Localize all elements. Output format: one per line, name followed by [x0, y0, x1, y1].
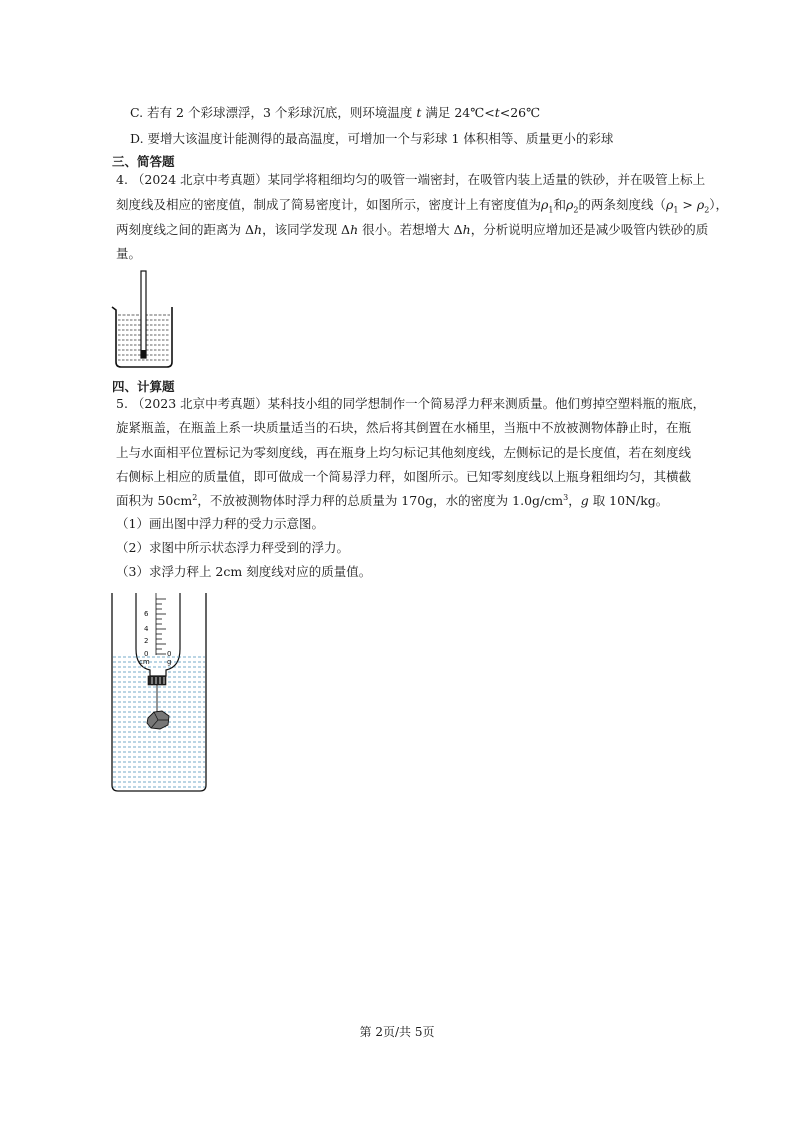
- buoyancy-scale-figure: [110, 593, 210, 793]
- page-number: 第 2页/共 5页: [359, 1025, 435, 1039]
- q5-line-5: 面积为 $50cm^2$，不放被测物体时浮力秤的总质量为 170g，水的密度为 $1.0g/cm^3$，g 取 10N/kg。: [116, 492, 669, 508]
- straw: [141, 271, 146, 358]
- q5-line-4: 右侧标上相应的质量值，即可做成一个简易浮力秤，如图所示。已知零刻度线以上瓶身粗细均匀，其横截: [116, 469, 692, 484]
- beaker-density-meter-figure: [110, 270, 180, 370]
- q5-line-2: 旋紧瓶盖，在瓶盖上系一块质量适当的石块，然后将其倒置在水桶里，当瓶中不放被测物体静止时，在瓶: [116, 420, 692, 435]
- tick-label-2: 2: [144, 637, 149, 645]
- tick-label-6: 6: [144, 610, 149, 618]
- q4-line-3: 两刻度线之间的距离为 Δh，该同学发现 Δh 很小。若想增大 Δh，分析说明应增加还是减少吸管内铁砂的质: [116, 222, 709, 237]
- q4-line-1: 4. （2024 北京中考真题）某同学将粗细均匀的吸管一端密封，在吸管内装上适量的铁砂，并在吸管上标上: [116, 172, 706, 187]
- section-title-short-answer: 三、简答题: [112, 154, 175, 169]
- q4-line-2: 刻度线及相应的密度值，制成了简易密度计，如图所示，密度计上有密度值为$\rho_1$和$\rho_2$的两条刻度线$(\rho_1 > \rho_2)$，: [116, 197, 729, 215]
- q5-line-3: 上与水面相平位置标记为零刻度线，再在瓶身上均匀标记其他刻度线，左侧标记的是长度值，若在刻度线: [116, 445, 692, 460]
- q5-line-1: 5. （2023 北京中考真题）某科技小组的同学想制作一个简易浮力秤来测质量。他们剪掉空塑料瓶的瓶底，: [116, 396, 706, 411]
- option-d: D. 要增大该温度计能测得的最高温度，可增加一个与彩球 1 体积相等、质量更小的彩球: [130, 131, 614, 146]
- iron-sand: [142, 350, 146, 358]
- tick-label-4: 4: [144, 625, 149, 633]
- q5-sub-3: （3）求浮力秤上 2cm 刻度线对应的质量值。: [116, 564, 372, 579]
- unit-cm: cm: [139, 658, 150, 666]
- option-c: C. 若有 2 个彩球漂浮，3 个彩球沉底，则环境温度 t 满足 24℃<t<26℃: [130, 105, 541, 120]
- tick-label-0: 0: [144, 650, 149, 658]
- unit-g: g: [167, 658, 172, 666]
- q4-line-4: 量。: [116, 246, 142, 261]
- mass-zero-label: 0: [167, 650, 172, 658]
- q5-sub-1: （1）画出图中浮力秤的受力示意图。: [116, 516, 324, 531]
- bottle-cap: [148, 676, 166, 685]
- q5-sub-2: （2）求图中所示状态浮力秤受到的浮力。: [116, 540, 349, 555]
- section-title-calculation: 四、计算题: [112, 379, 175, 394]
